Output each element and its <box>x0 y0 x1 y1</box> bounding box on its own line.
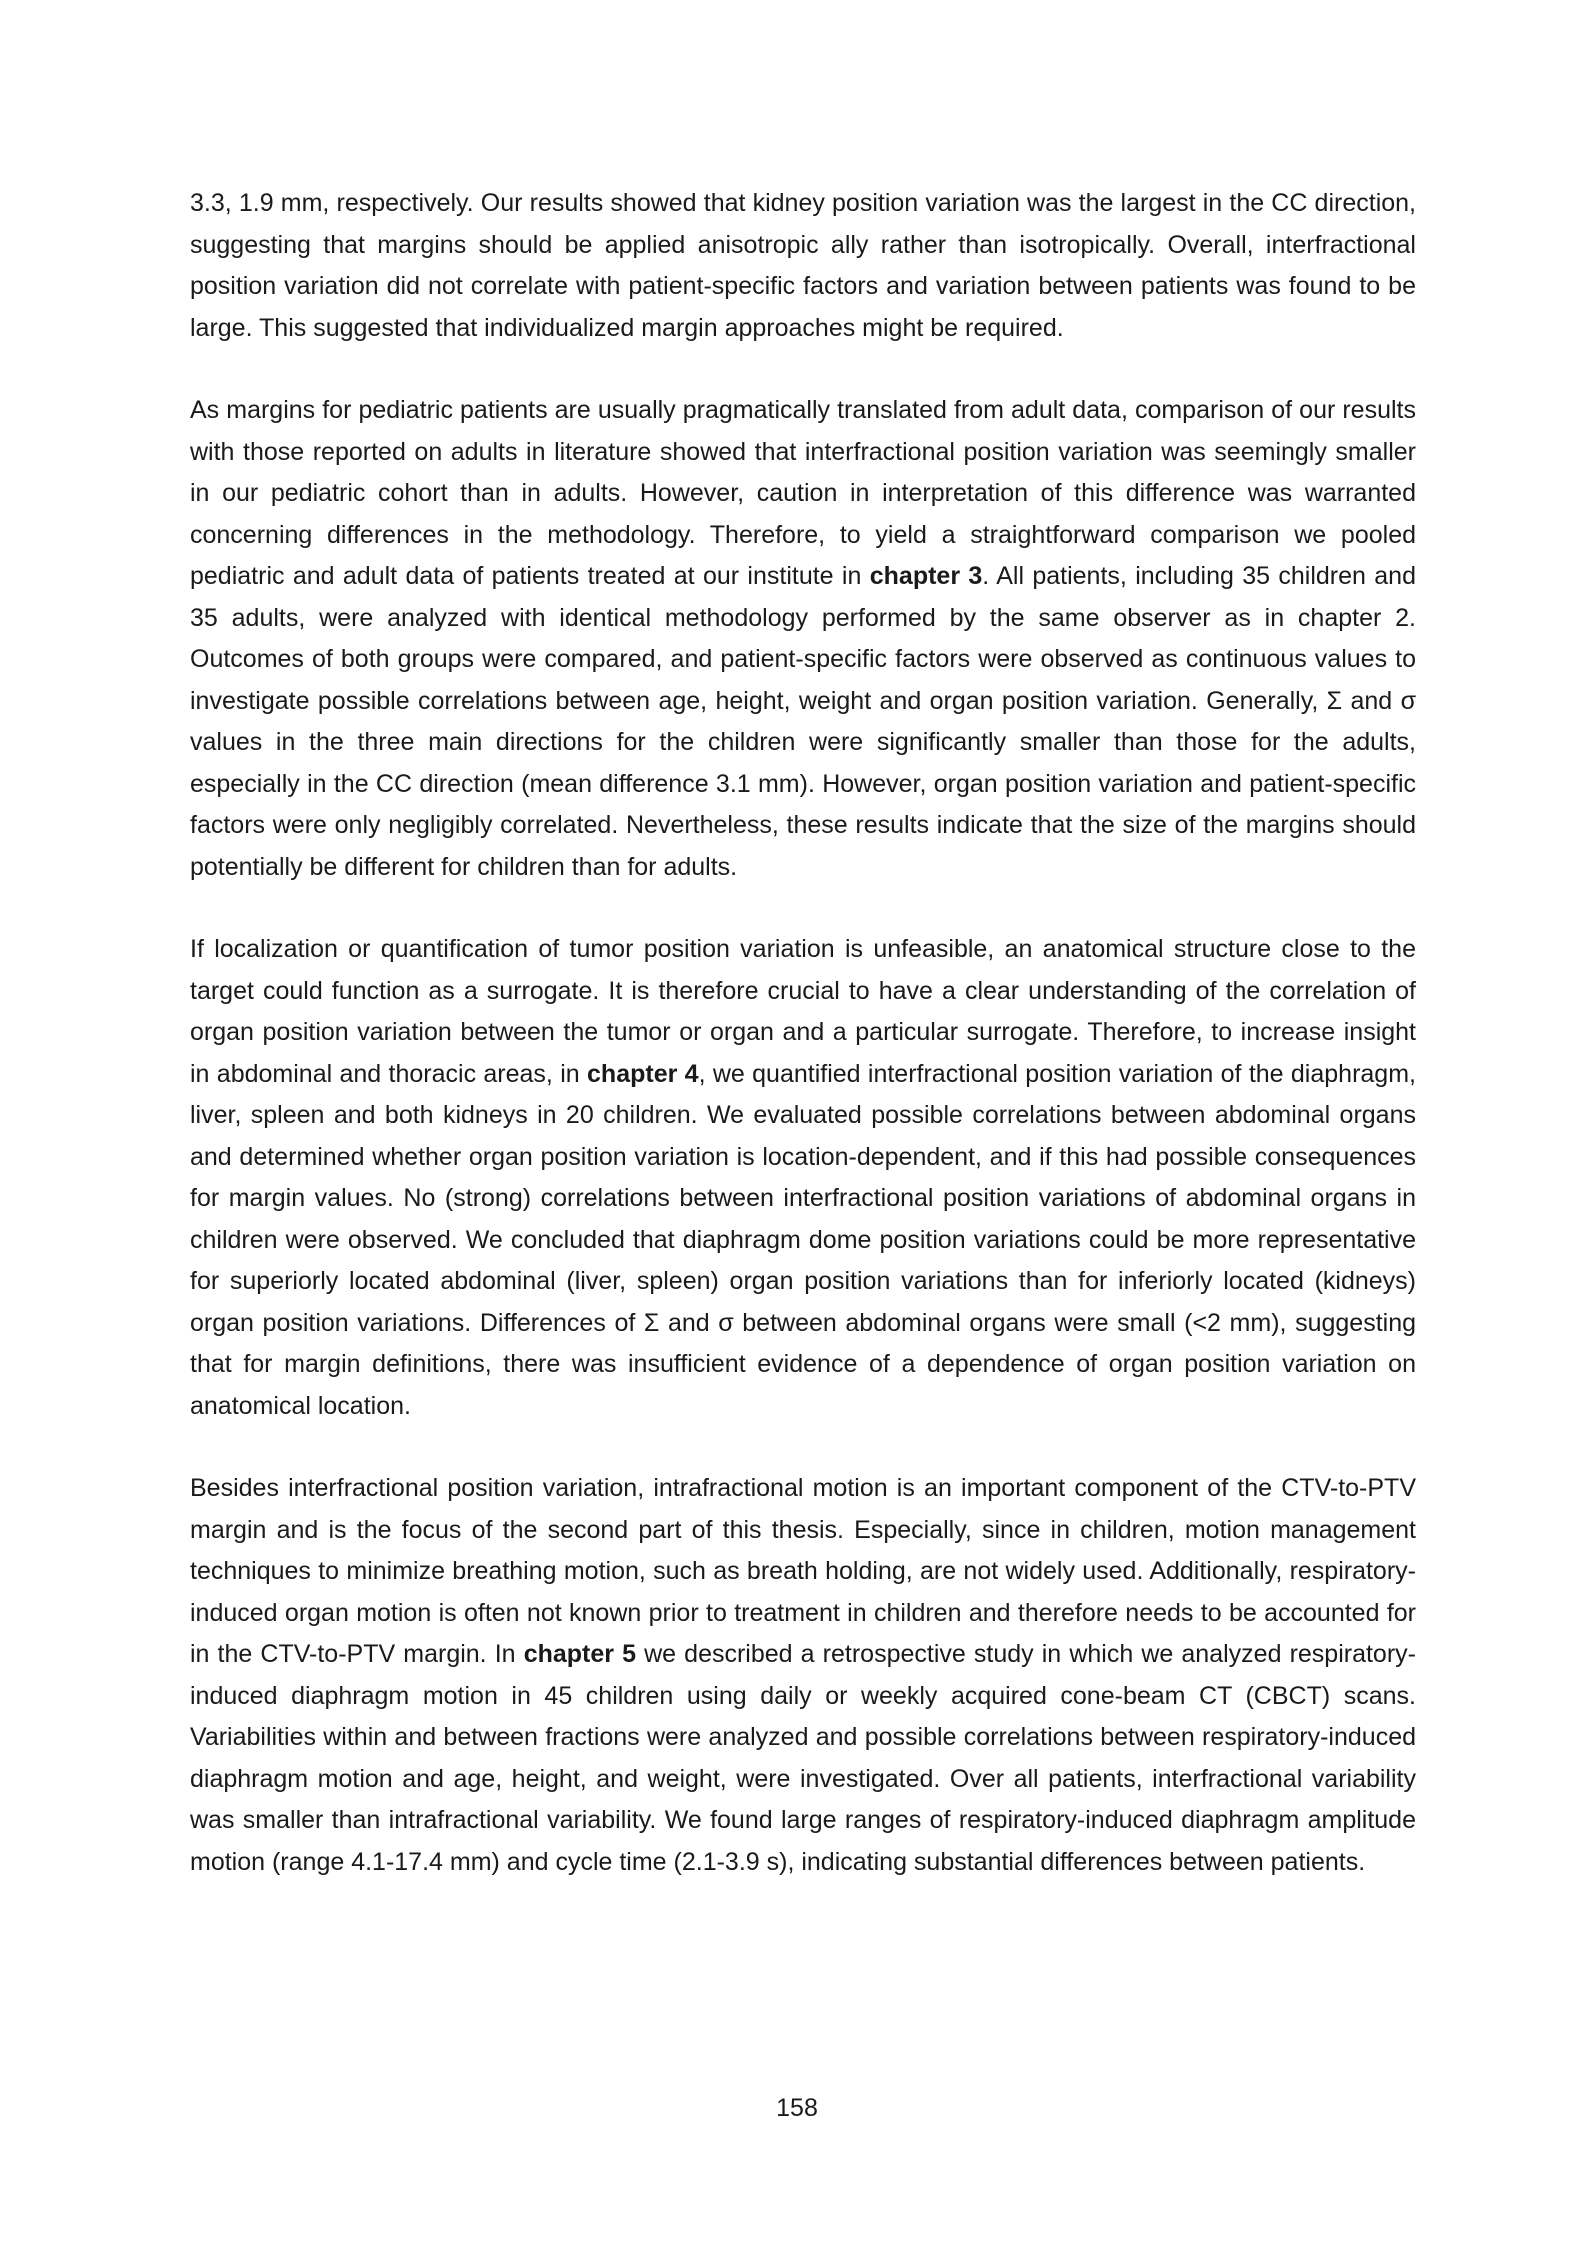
paragraph-3-text-b: , we quantified interfractional position variation of the diaphragm, liver, spleen and both kidneys in 20 children. We evaluated possible correlations between abdominal organs and determined whether organ position variation is location-dependent, and if this had possible consequences for margin values. No (strong) correlations between interfractional position variations of abdominal organs in children were observed. We concluded that diaphragm dome position variations could be more representative for superiorly located abdominal (liver, spleen) organ position variations than for inferiorly located (kidneys) organ position variations. Differences of Σ and σ between abdominal organs were small (<2 mm), suggesting that for margin definitions, there was insufficient evidence of a dependence of organ position variation on anatomical location. <box>190 1059 1416 1420</box>
paragraph-3-text-a: If localization or quantification of tumor position variation is unfeasible, an anatomical structure close to the target could function as a surrogate. It is therefore crucial to have a clear understanding of the correlation of organ position variation between the tumor or organ and a particular surrogate. Therefore, to increase insight in abdominal and thoracic areas, in <box>190 935 1416 1088</box>
paragraph-1-text: 3.3, 1.9 mm, respectively. Our results showed that kidney position variation was the largest in the CC direction, suggesting that margins should be applied anisotropic ally rather than isotropically. Overall, interfractional position variation did not correlate with patient-specific factors and variation between patients was found to be large. This suggested that individualized margin approaches might be required. <box>190 189 1416 342</box>
body-text <box>190 183 1416 1924</box>
paragraph-2-text-b: . All patients, including 35 children and 35 adults, were analyzed with identical methodology performed by the same observer as in chapter 2. Outcomes of both groups were compared, and patient-specific factors were observed as continuous values to investigate possible correlations between age, height, weight and organ position variation. Generally, Σ and σ values in the three main directions for the children were significantly smaller than those for the adults, especially in the CC direction (mean difference 3.1 mm). However, organ position variation and patient-specific factors were only negligibly correlated. Nevertheless, these results indicate that the size of the margins should potentially be different for children than for adults. <box>190 562 1416 881</box>
paragraph-1 <box>190 183 1416 349</box>
paragraph-4-text-a: Besides interfractional position variation, intrafractional motion is an important component of the CTV-to-PTV margin and is the focus of the second part of this thesis. Especially, since in children, motion management techniques to minimize breathing motion, such as breath holding, are not widely used. Additionally, respiratory-induced organ motion is often not known prior to treatment in children and therefore needs to be accounted for in the CTV-to-PTV margin. In <box>190 1474 1416 1668</box>
paragraph-3 <box>190 929 1416 1427</box>
chapter-5-reference: chapter 5 <box>523 1640 637 1668</box>
paragraph-2 <box>190 390 1416 888</box>
page-number: 158 <box>776 2094 818 2122</box>
chapter-3-reference: chapter 3 <box>869 562 983 590</box>
paragraph-4-text-b: we described a retrospective study in which we analyzed respiratory-induced diaphragm motion in 45 children using daily or weekly acquired cone-beam CT (CBCT) scans. Variabilities within and between fractions were analyzed and possible correlations between respiratory-induced diaphragm motion and age, height, and weight, were investigated. Over all patients, interfractional variability was smaller than intrafractional variability. We found large ranges of respiratory-induced diaphragm amplitude motion (range 4.1-17.4 mm) and cycle time (2.1-3.9 s), indicating substantial differences between patients. <box>190 1640 1416 1876</box>
paragraph-4 <box>190 1468 1416 1883</box>
chapter-4-reference: chapter 4 <box>587 1059 699 1088</box>
paragraph-2-text-a: As margins for pediatric patients are usually pragmatically translated from adult data, comparison of our results with those reported on adults in literature showed that interfractional position variation was seemingly smaller in our pediatric cohort than in adults. However, caution in interpretation of this difference was warranted concerning differences in the methodology. Therefore, to yield a straightforward comparison we pooled pediatric and adult data of patients treated at our institute in <box>190 396 1416 590</box>
